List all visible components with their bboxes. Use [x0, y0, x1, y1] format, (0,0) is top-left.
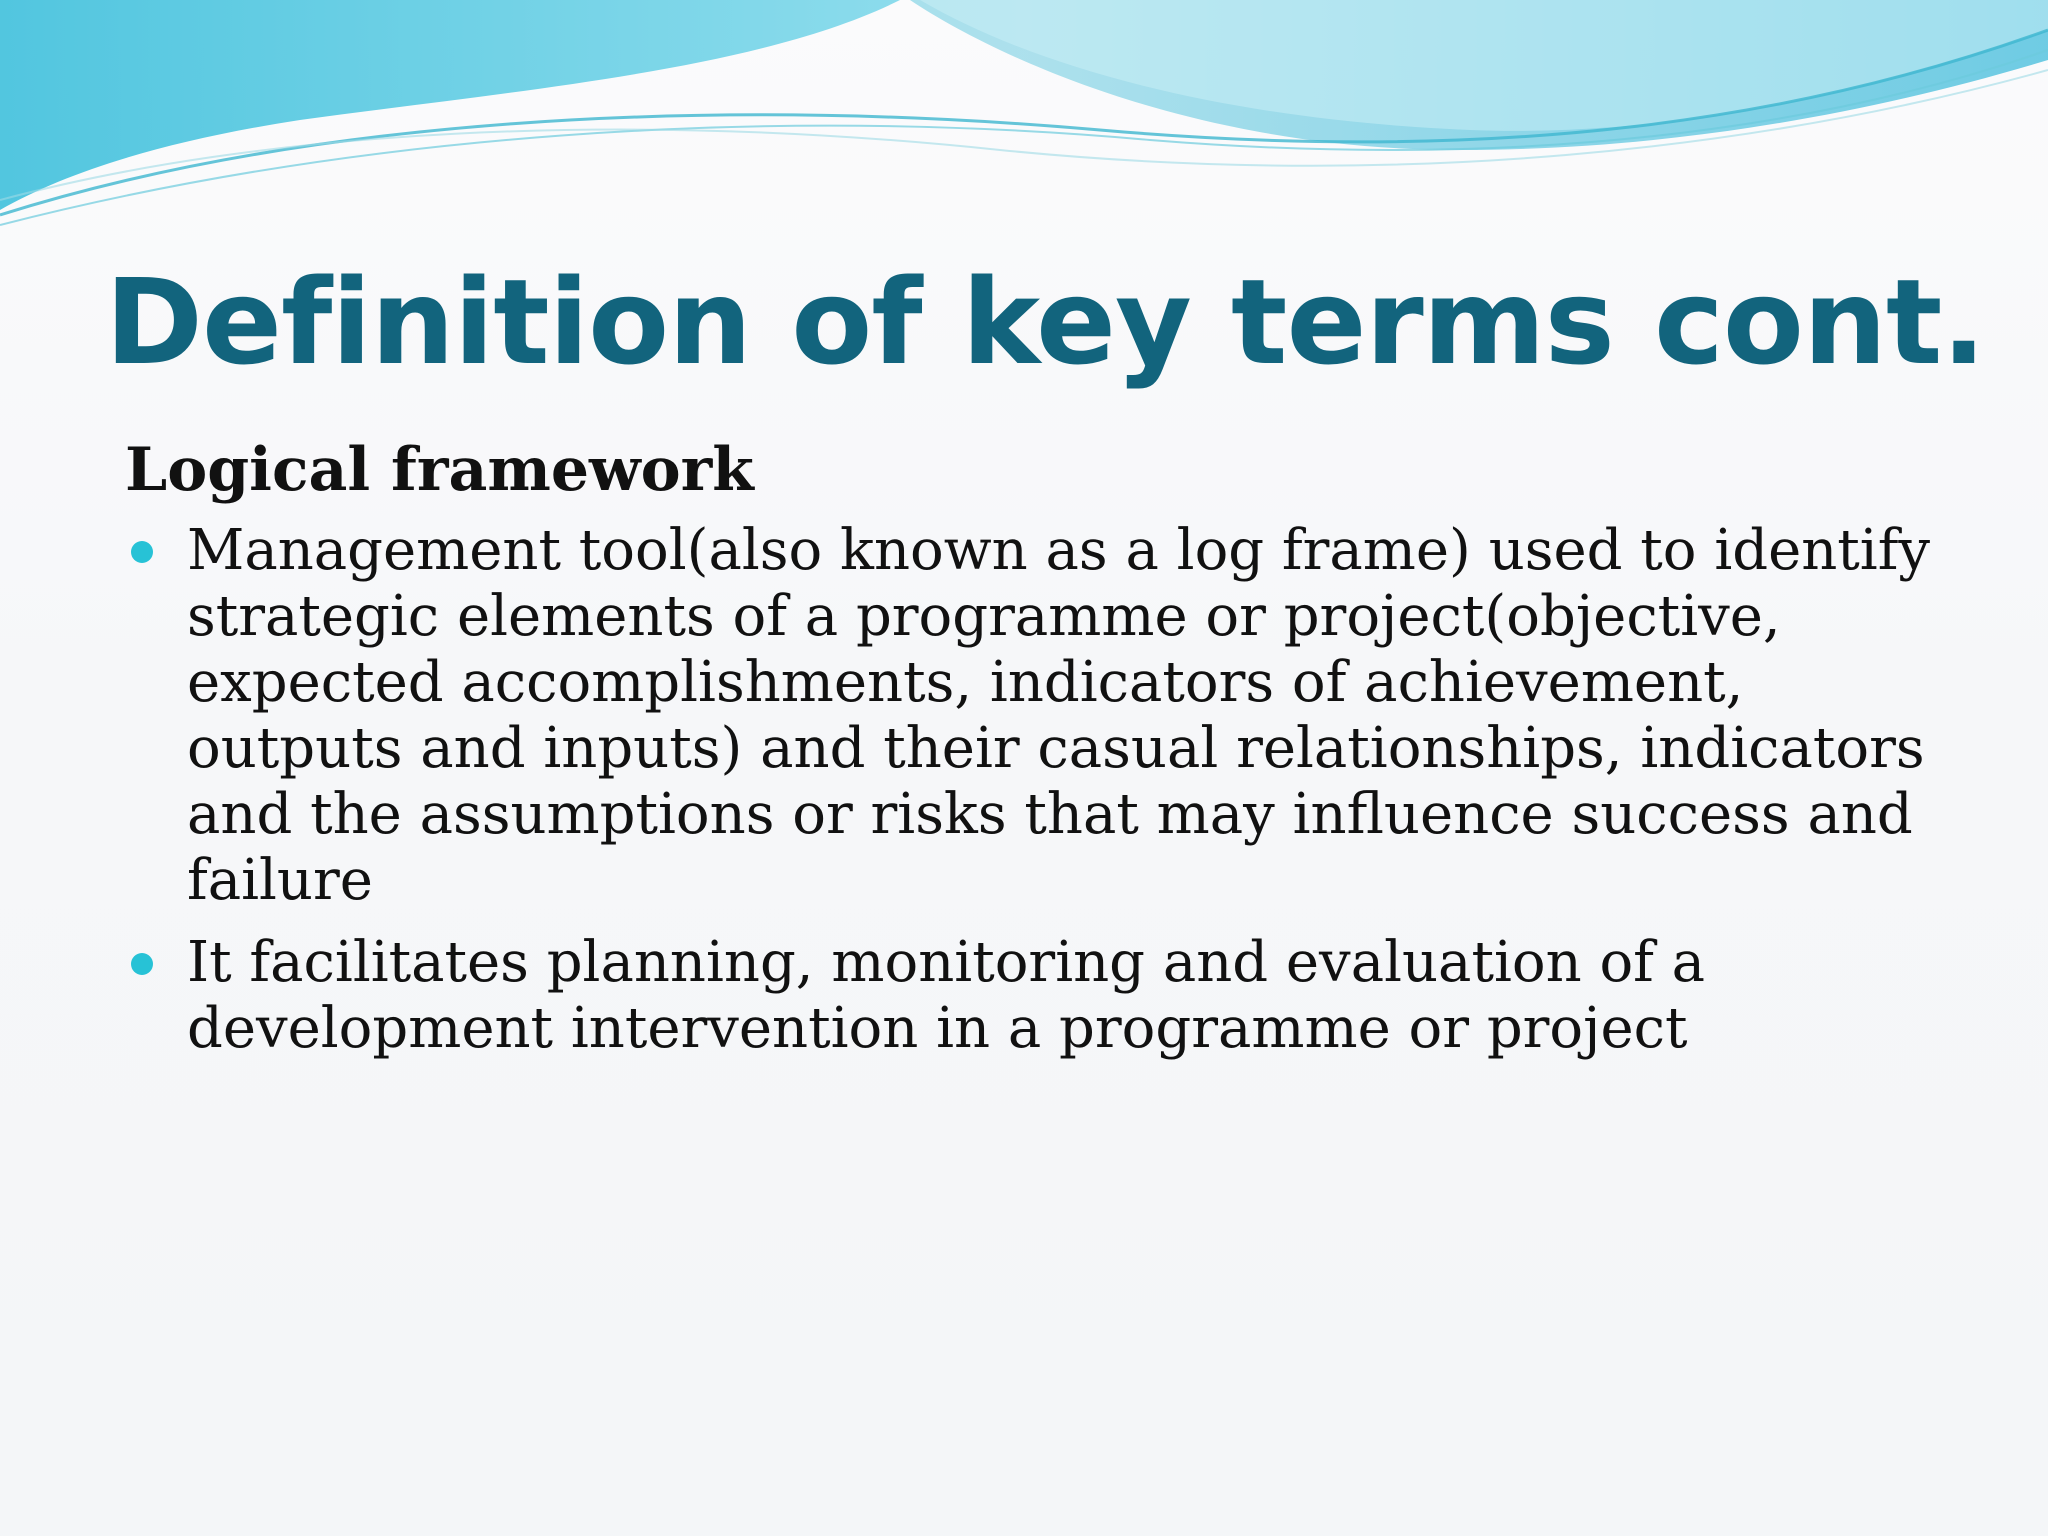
- bullet-item: [125, 518, 1955, 914]
- bullet-item: [125, 930, 1955, 1062]
- bullet-list: [125, 518, 1955, 1062]
- bullet-text: Management tool(also known as a log frame) used to identify strategic elements of a programme or project(objective, expected accomplishments, indicators of achievement, outputs and inputs) and their casual relationships, indicators and the assumptions or risks that may influence success and failure: [187, 518, 1931, 913]
- slide-content: [125, 432, 1955, 1078]
- bullet-text: It facilitates planning, monitoring and evaluation of a development intervention in a programme or project: [187, 930, 1706, 1061]
- bullet-dot-icon: [131, 953, 153, 975]
- decorative-wave-banner: [0, 0, 2048, 260]
- bullet-dot-icon: [131, 541, 153, 563]
- section-subheading: Logical framework: [125, 435, 754, 505]
- slide-title: Definition of key terms cont.: [105, 253, 1986, 391]
